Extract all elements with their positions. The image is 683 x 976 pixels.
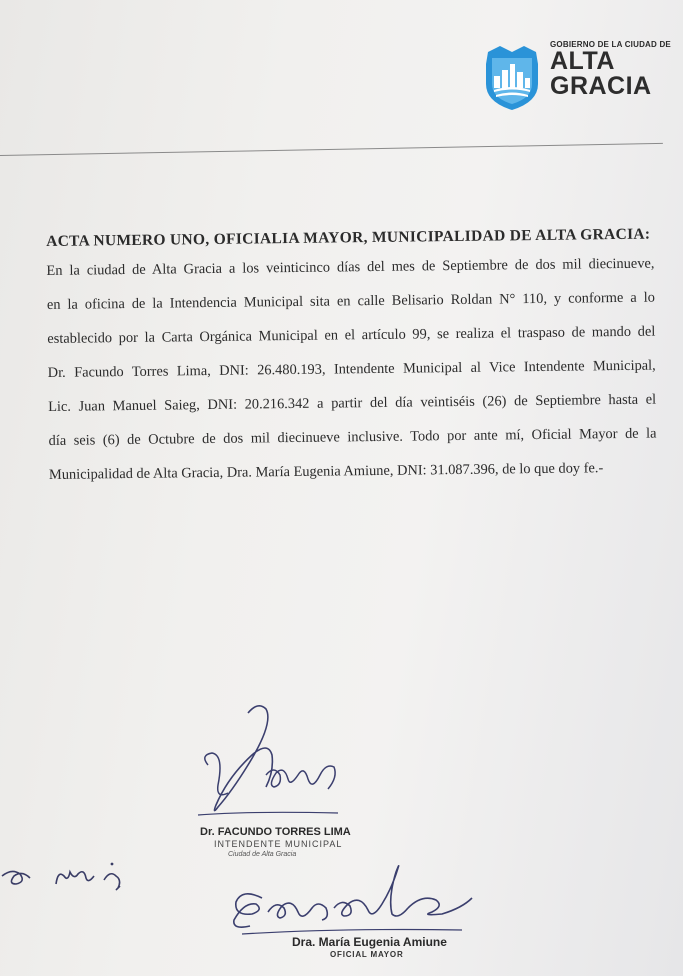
logo-subtitle: GOBIERNO DE LA CIUDAD DE [550,40,671,49]
signer-role: OFICIAL MAYOR [330,950,404,959]
body-line: Municipalidad de Alta Gracia, Dra. María Eugenia Amiune, DNI: 31.087.396, de lo que doy fe.- [48,460,604,483]
header-divider [0,143,663,156]
body-line: En la ciudad de Alta Gracia a los veinticinco días del mes de Septiembre de dos mil diecinueve, [46,255,655,279]
signer-role: INTENDENTE MUNICIPAL [214,839,343,849]
logo-title-line1: ALTA [550,47,615,75]
handwritten-note [0,850,140,895]
logo-title-line2: GRACIA [550,72,652,100]
city-logo [480,40,671,115]
signature-intendente [188,695,358,825]
document-title: ACTA NUMERO UNO, OFICIALIA MAYOR, MUNICIPALIDAD DE ALTA GRACIA: [46,225,651,250]
shield-logo-icon [480,44,544,112]
body-line: en la oficina de la Intendencia Municipal sita en calle Belisario Roldan N° 110, y conforme a lo [46,289,655,313]
signer-name: Dr. FACUNDO TORRES LIMA [200,826,351,838]
body-line: Dr. Facundo Torres Lima, DNI: 26.480.193, Intendente Municipal al Vice Intendente Municipal, [47,357,656,381]
signer-city: Ciudad de Alta Gracia [228,851,297,858]
signer-name: Dra. María Eugenia Amiune [292,935,447,949]
body-line: Lic. Juan Manuel Saieg, DNI: 20.216.342 a partir del día veintiséis (26) de Septiembre hasta el [48,391,657,415]
body-line: día seis (6) de Octubre de dos mil diecinueve inclusive. Todo por ante mí, Oficial Mayor de la [48,425,657,449]
body-line: establecido por la Carta Orgánica Municipal en el artículo 99, se realiza el traspaso de mando del [47,323,656,347]
document-body [46,222,664,491]
